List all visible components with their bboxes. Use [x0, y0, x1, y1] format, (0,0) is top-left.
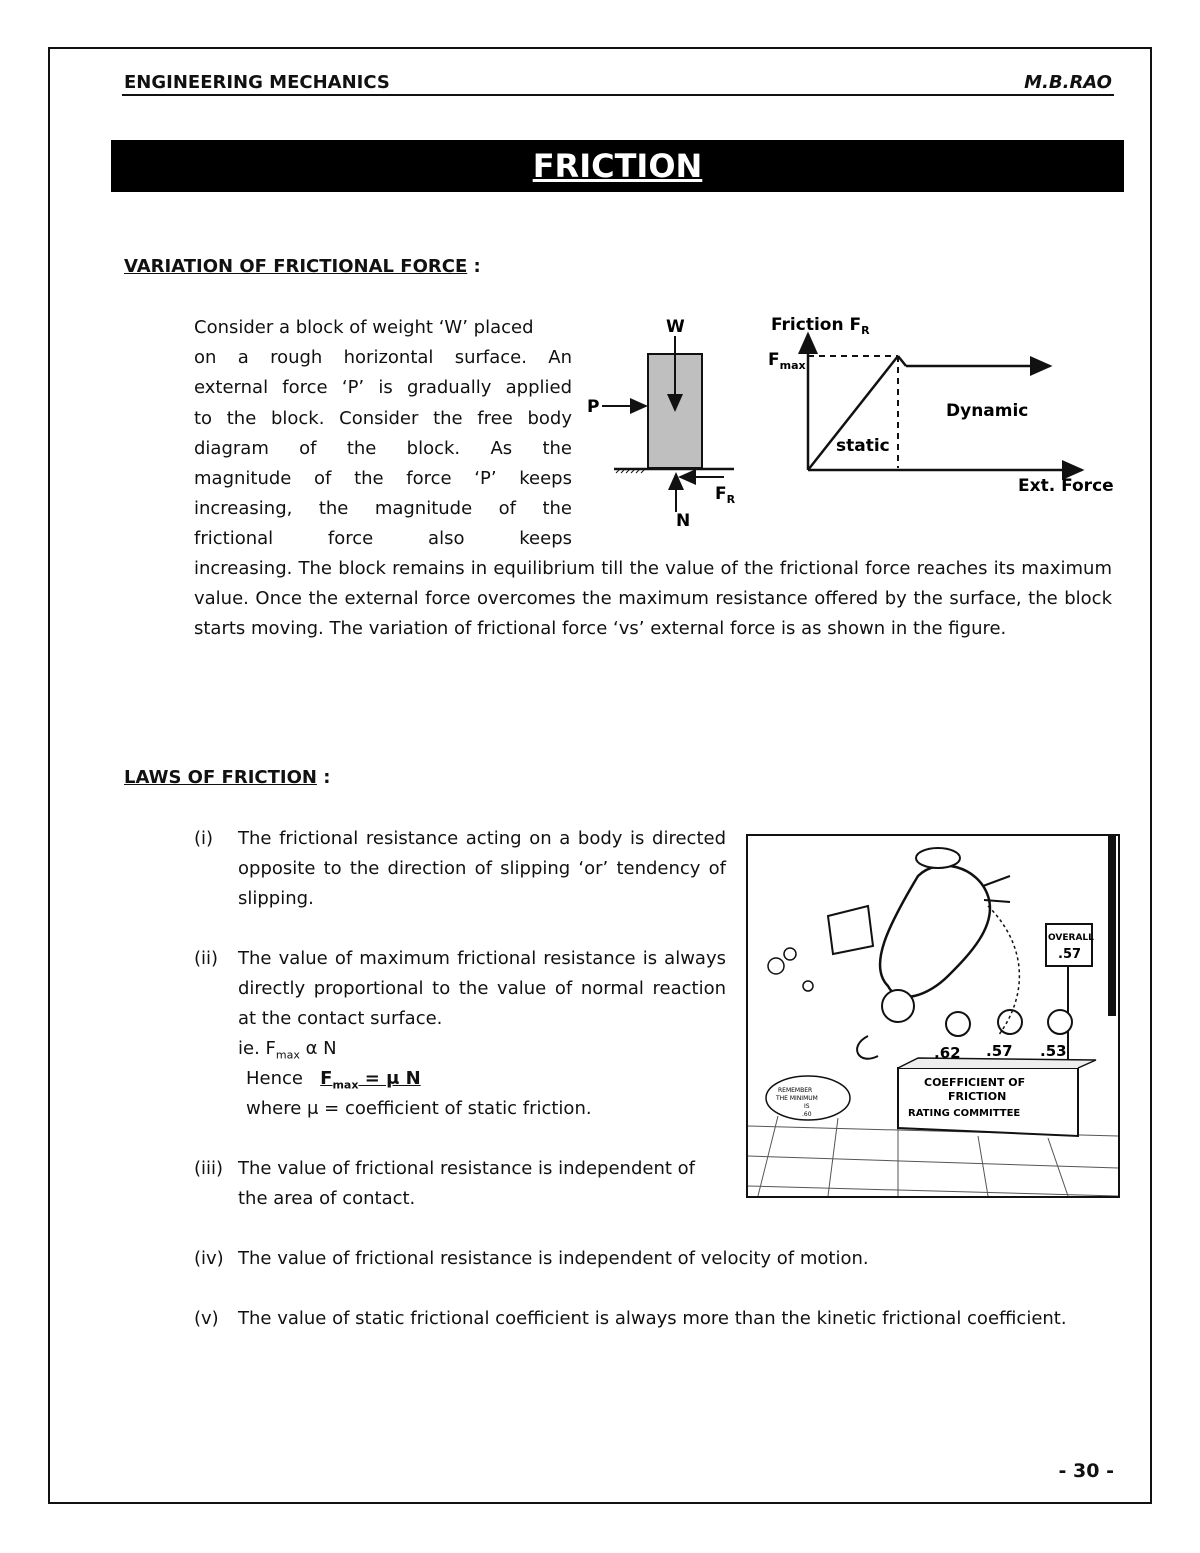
- law-item: [194, 1304, 1112, 1366]
- desk-line1: COEFFICIENT OF: [924, 1076, 1026, 1089]
- page-title: FRICTION: [111, 140, 1124, 192]
- weight-label: W: [666, 317, 685, 337]
- friction-cartoon: [746, 834, 1120, 1198]
- bubble-text: IS: [804, 1103, 810, 1110]
- line: diagram of the block. As the: [194, 437, 572, 459]
- law-number: (ii): [194, 948, 219, 969]
- law-item: [194, 824, 726, 916]
- section-heading-variation: VARIATION OF FRICTIONAL FORCE :: [124, 256, 481, 277]
- line: magnitude of the force ‘P’ keeps: [194, 468, 572, 490]
- law-text: The value of static frictional coefficient is always more than the kinetic frictional coefficient.: [238, 1308, 1067, 1329]
- friction-equation: $F_{max} = \mu$ N: [320, 1068, 421, 1092]
- variation-lines: [194, 313, 572, 555]
- law-item: [194, 944, 726, 1036]
- line: to the block. Consider the free body: [194, 407, 572, 429]
- law-number: (i): [194, 828, 214, 849]
- law-text: The frictional resistance acting on a body is directed opposite to the direction of slipping ‘or’ tendency of slipping.: [238, 828, 726, 909]
- free-body-diagram: [584, 312, 744, 534]
- desk-line2: FRICTION: [948, 1090, 1007, 1103]
- header-right: M.B.RAO: [1024, 72, 1112, 93]
- law-text: The value of maximum frictional resistance is always directly proportional to the value of normal reaction at the contact surface.: [238, 948, 726, 1029]
- y-axis-label: Friction $F_R$: [771, 315, 870, 337]
- law-item: [194, 1154, 726, 1216]
- hence-line: Hence $F_{max} = \mu$ N: [246, 1068, 421, 1092]
- desk-line3: RATING COMMITTEE: [908, 1108, 1021, 1119]
- dynamic-label: Dynamic: [946, 401, 1029, 421]
- normal-label: N: [676, 511, 691, 531]
- line: frictional force also keeps: [194, 528, 572, 550]
- bubble-text: REMEMBER: [778, 1087, 813, 1094]
- line: Consider a block of weight ‘W’ placed: [194, 317, 534, 338]
- header-left: ENGINEERING MECHANICS: [124, 72, 390, 93]
- static-label: static: [836, 436, 890, 456]
- dynamic-line: [898, 356, 906, 366]
- fmax-label: $F_{max}$: [768, 350, 806, 372]
- score-card: .57: [986, 1042, 1013, 1060]
- line: on a rough horizontal surface. An: [194, 347, 572, 369]
- score-card: .62: [934, 1044, 961, 1062]
- law-item: [194, 1244, 1112, 1276]
- friction-label: $F_R$: [715, 484, 736, 506]
- law-text: The value of frictional resistance is independent of velocity of motion.: [238, 1248, 869, 1269]
- sign-value: .57: [1058, 947, 1082, 962]
- bubble-text: THE MINIMUM: [776, 1095, 818, 1102]
- x-axis-label: Ext. Force: [1018, 476, 1114, 496]
- proportionality-line: ie. $F_{max}$ α N: [238, 1038, 337, 1062]
- line: increasing, the magnitude of the: [194, 498, 572, 520]
- section-heading-laws: LAWS OF FRICTION :: [124, 767, 331, 788]
- friction-graph: [766, 308, 1122, 498]
- page-number: - 30 -: [1058, 1460, 1114, 1482]
- sign-text: OVERALL: [1048, 933, 1094, 943]
- line: external force ‘P’ is gradually applied: [194, 377, 572, 399]
- header-rule: [122, 94, 1114, 96]
- law-number: (v): [194, 1308, 219, 1329]
- variation-rest: increasing. The block remains in equilibrium till the value of the frictional force reaches its maximum value. Once the external force overcomes the maximum resistance offered by the surface, the block starts moving. The variation of frictional force ‘vs’ external force is as shown in the figure.: [194, 558, 1112, 640]
- score-card: .53: [1040, 1042, 1067, 1060]
- force-p-label: P: [587, 397, 600, 417]
- where-line: where μ = coefficient of static friction.: [246, 1098, 592, 1119]
- law-number: (iii): [194, 1158, 224, 1179]
- law-text: The value of frictional resistance is independent of the area of contact.: [238, 1158, 696, 1209]
- bubble-text: .60: [802, 1111, 812, 1118]
- law-number: (iv): [194, 1248, 224, 1269]
